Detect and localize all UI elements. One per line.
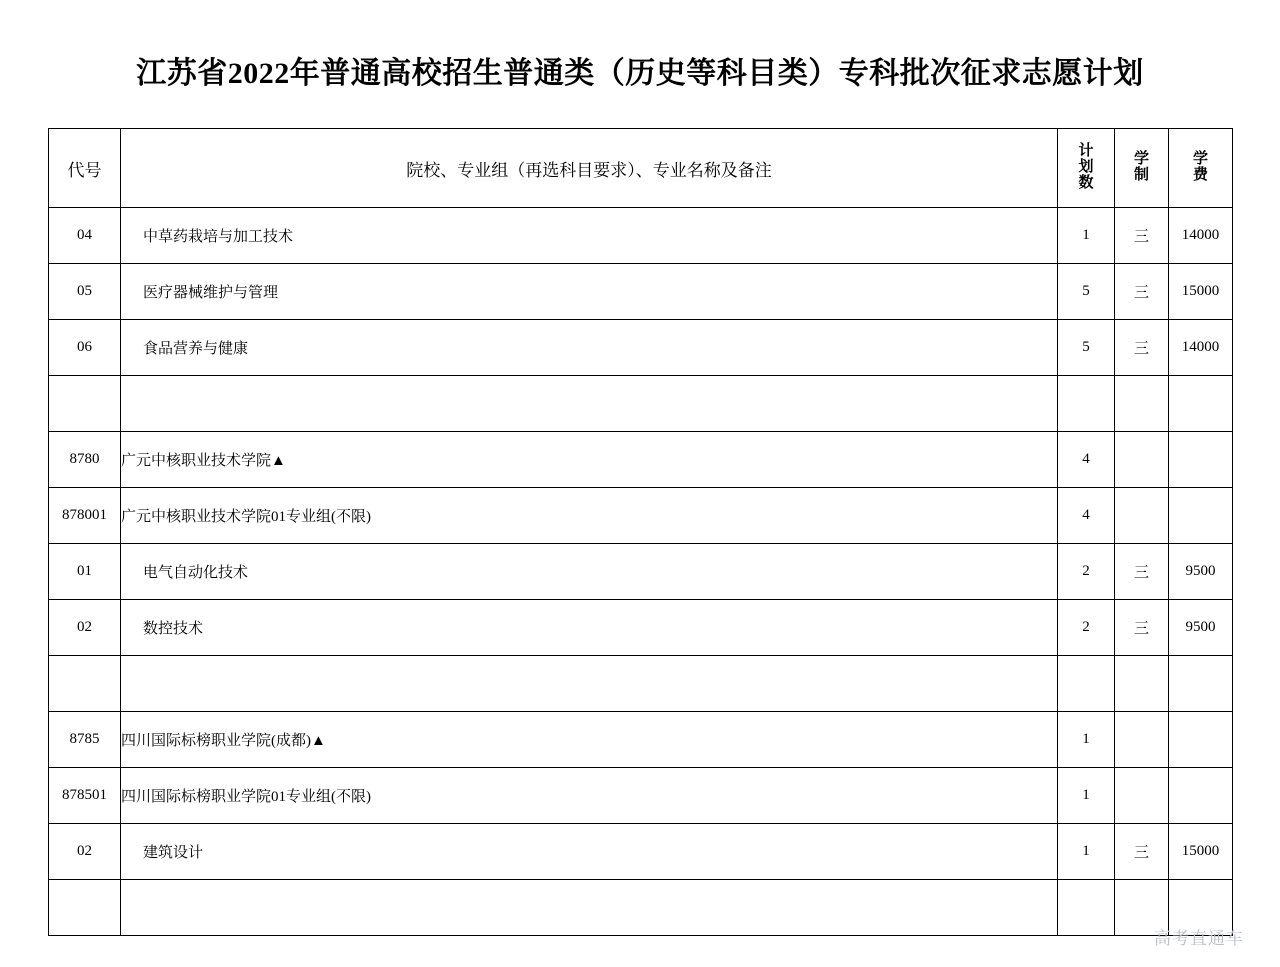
cell-tuition bbox=[1169, 488, 1233, 544]
table-row bbox=[49, 768, 1233, 824]
cell-plan-count: 1 bbox=[1058, 824, 1115, 880]
cell-schooling-years: 三 bbox=[1115, 544, 1169, 600]
cell-code: 8785 bbox=[49, 712, 121, 768]
table-row bbox=[49, 320, 1233, 376]
cell-code: 04 bbox=[49, 208, 121, 264]
table-row bbox=[49, 432, 1233, 488]
cell-plan-count: 2 bbox=[1058, 600, 1115, 656]
table-body bbox=[49, 208, 1233, 936]
table-row bbox=[49, 712, 1233, 768]
cell-schooling-years: 三 bbox=[1115, 264, 1169, 320]
header-schooling-years-char-2: 制 bbox=[1133, 166, 1149, 183]
header-plan-count-char-3: 数 bbox=[1078, 174, 1094, 191]
cell-name: 食品营养与健康 bbox=[121, 320, 1058, 376]
cell-schooling-years bbox=[1115, 712, 1169, 768]
cell-plan-count bbox=[1058, 376, 1115, 432]
cell-name bbox=[121, 376, 1058, 432]
cell-schooling-years: 三 bbox=[1115, 600, 1169, 656]
cell-code: 01 bbox=[49, 544, 121, 600]
cell-code bbox=[49, 656, 121, 712]
header-tuition-char-1: 学 bbox=[1192, 151, 1208, 168]
page-title: 江苏省2022年普通高校招生普通类（历史等科目类）专科批次征求志愿计划 bbox=[136, 57, 1144, 90]
cell-name: 中草药栽培与加工技术 bbox=[121, 208, 1058, 264]
cell-code: 878501 bbox=[49, 768, 121, 824]
table-row bbox=[49, 880, 1233, 936]
table-row bbox=[49, 656, 1233, 712]
cell-tuition: 9500 bbox=[1169, 600, 1233, 656]
cell-tuition bbox=[1169, 376, 1233, 432]
cell-name: 医疗器械维护与管理 bbox=[121, 264, 1058, 320]
table-row bbox=[49, 376, 1233, 432]
cell-tuition bbox=[1169, 656, 1233, 712]
header-plan-count-char-1: 计 bbox=[1078, 143, 1094, 160]
cell-plan-count: 1 bbox=[1058, 712, 1115, 768]
cell-code: 05 bbox=[49, 264, 121, 320]
cell-name bbox=[121, 656, 1058, 712]
header-code: 代号 bbox=[49, 129, 121, 208]
admission-plan-table bbox=[48, 128, 1233, 936]
header-name: 院校、专业组（再选科目要求）、专业名称及备注 bbox=[121, 129, 1058, 208]
table-header-row bbox=[49, 129, 1233, 208]
cell-plan-count bbox=[1058, 656, 1115, 712]
cell-code bbox=[49, 376, 121, 432]
cell-plan-count: 4 bbox=[1058, 488, 1115, 544]
cell-plan-count: 1 bbox=[1058, 768, 1115, 824]
cell-code: 8780 bbox=[49, 432, 121, 488]
table-row bbox=[49, 544, 1233, 600]
table-row bbox=[49, 600, 1233, 656]
cell-plan-count: 4 bbox=[1058, 432, 1115, 488]
cell-tuition: 15000 bbox=[1169, 824, 1233, 880]
cell-schooling-years: 三 bbox=[1115, 208, 1169, 264]
cell-name: 数控技术 bbox=[121, 600, 1058, 656]
cell-name: 电气自动化技术 bbox=[121, 544, 1058, 600]
cell-tuition: 9500 bbox=[1169, 544, 1233, 600]
header-schooling-years bbox=[1115, 129, 1169, 208]
cell-tuition bbox=[1169, 768, 1233, 824]
table-row bbox=[49, 488, 1233, 544]
cell-code: 02 bbox=[49, 824, 121, 880]
cell-name: 建筑设计 bbox=[121, 824, 1058, 880]
cell-plan-count: 5 bbox=[1058, 320, 1115, 376]
watermark: 高考直通车 bbox=[1154, 929, 1244, 948]
table-header bbox=[49, 129, 1233, 208]
cell-tuition bbox=[1169, 432, 1233, 488]
cell-schooling-years bbox=[1115, 376, 1169, 432]
cell-plan-count: 5 bbox=[1058, 264, 1115, 320]
cell-name: 广元中核职业技术学院01专业组(不限) bbox=[121, 488, 1058, 544]
header-tuition-char-2: 费 bbox=[1192, 166, 1208, 183]
cell-tuition: 14000 bbox=[1169, 320, 1233, 376]
cell-code: 878001 bbox=[49, 488, 121, 544]
cell-name: 广元中核职业技术学院▲ bbox=[121, 432, 1058, 488]
table-row bbox=[49, 264, 1233, 320]
header-schooling-years-char-1: 学 bbox=[1133, 151, 1149, 168]
cell-schooling-years bbox=[1115, 656, 1169, 712]
cell-plan-count: 2 bbox=[1058, 544, 1115, 600]
header-plan-count bbox=[1058, 129, 1115, 208]
plan-table-container bbox=[48, 128, 1232, 936]
table-row bbox=[49, 208, 1233, 264]
cell-plan-count: 1 bbox=[1058, 208, 1115, 264]
cell-schooling-years bbox=[1115, 768, 1169, 824]
cell-schooling-years: 三 bbox=[1115, 824, 1169, 880]
cell-schooling-years bbox=[1115, 488, 1169, 544]
cell-tuition bbox=[1169, 712, 1233, 768]
cell-tuition: 15000 bbox=[1169, 264, 1233, 320]
cell-code bbox=[49, 880, 121, 936]
cell-code: 06 bbox=[49, 320, 121, 376]
cell-name bbox=[121, 880, 1058, 936]
cell-plan-count bbox=[1058, 880, 1115, 936]
cell-code: 02 bbox=[49, 600, 121, 656]
header-tuition bbox=[1169, 129, 1233, 208]
cell-name: 四川国际标榜职业学院(成都)▲ bbox=[121, 712, 1058, 768]
cell-schooling-years bbox=[1115, 432, 1169, 488]
cell-schooling-years: 三 bbox=[1115, 320, 1169, 376]
cell-name: 四川国际标榜职业学院01专业组(不限) bbox=[121, 768, 1058, 824]
header-plan-count-char-2: 划 bbox=[1078, 159, 1094, 175]
cell-tuition: 14000 bbox=[1169, 208, 1233, 264]
table-row bbox=[49, 824, 1233, 880]
